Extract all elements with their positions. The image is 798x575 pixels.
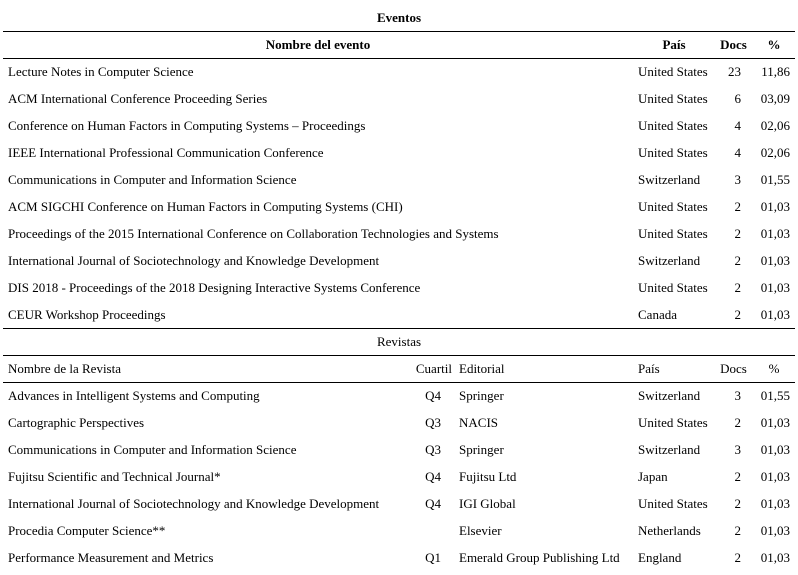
evento-docs: 23 xyxy=(728,64,741,79)
evento-docs: 2 xyxy=(734,253,741,268)
evento-pct: 03,09 xyxy=(760,91,790,106)
revista-nombre: Fujitsu Scientific and Technical Journal* xyxy=(8,469,221,484)
evento-nombre: Conference on Human Factors in Computing Systems – Proceedings xyxy=(8,118,366,133)
evento-pct: 01,03 xyxy=(760,226,790,241)
revista-editorial: Emerald Group Publishing Ltd xyxy=(459,550,620,565)
evento-pais: United States xyxy=(638,145,708,160)
evento-docs: 3 xyxy=(734,172,741,187)
table-row xyxy=(3,382,795,409)
revista-docs: 2 xyxy=(734,523,741,538)
evento-pct: 11,86 xyxy=(761,64,790,79)
revista-pais: Switzerland xyxy=(638,388,701,403)
revista-cuartil: Q4 xyxy=(425,496,441,511)
revista-editorial: IGI Global xyxy=(459,496,516,511)
revista-pct: 01,03 xyxy=(760,442,790,457)
revista-cuartil: Q4 xyxy=(425,469,441,484)
evento-nombre: Communications in Computer and Information Science xyxy=(8,172,297,187)
table-row xyxy=(3,85,795,112)
eventos-title-row xyxy=(3,4,795,31)
revista-docs: 2 xyxy=(734,469,741,484)
table-row xyxy=(3,463,795,490)
revista-docs: 3 xyxy=(734,388,741,403)
evento-nombre: International Journal of Sociotechnology and Knowledge Development xyxy=(8,253,380,268)
revista-docs: 2 xyxy=(734,550,741,565)
evento-pct: 01,03 xyxy=(760,199,790,214)
revista-cuartil xyxy=(408,517,441,544)
revista-pct: 01,03 xyxy=(760,550,790,565)
evento-nombre: Lecture Notes in Computer Science xyxy=(8,64,194,79)
revista-pais: United States xyxy=(638,496,708,511)
evento-nombre: Proceedings of the 2015 International Conference on Collaboration Technologies and Systems xyxy=(8,226,499,241)
evento-docs: 2 xyxy=(734,199,741,214)
evento-pais: Switzerland xyxy=(638,253,701,268)
revista-editorial: Springer xyxy=(459,442,504,457)
evento-nombre: CEUR Workshop Proceedings xyxy=(8,307,166,322)
revista-nombre: International Journal of Sociotechnology and Knowledge Development xyxy=(8,496,380,511)
evento-pais: Switzerland xyxy=(638,172,701,187)
revista-cuartil: Q1 xyxy=(425,550,441,565)
table-row xyxy=(3,490,795,517)
evento-pais: United States xyxy=(638,64,708,79)
revista-nombre: Communications in Computer and Information Science xyxy=(8,442,297,457)
revista-pais: Japan xyxy=(638,469,668,484)
revistas-header-docs: Docs xyxy=(720,361,747,376)
revistas-title: Revistas xyxy=(376,334,422,349)
table-row xyxy=(3,409,795,436)
table-row xyxy=(3,58,795,85)
revista-cuartil: Q4 xyxy=(425,388,441,403)
revista-nombre: Procedia Computer Science** xyxy=(8,523,166,538)
table-row xyxy=(3,517,795,544)
evento-pais: Canada xyxy=(638,307,677,322)
evento-nombre: IEEE International Professional Communication Conference xyxy=(8,145,324,160)
revista-nombre: Advances in Intelligent Systems and Computing xyxy=(8,388,260,403)
evento-docs: 4 xyxy=(734,145,741,160)
evento-nombre: ACM SIGCHI Conference on Human Factors in Computing Systems (CHI) xyxy=(8,199,403,214)
revista-docs: 2 xyxy=(734,496,741,511)
revistas-header-nombre: Nombre de la Revista xyxy=(8,361,121,376)
eventos-title: Eventos xyxy=(376,10,422,25)
table-row xyxy=(3,274,795,301)
evento-pct: 01,03 xyxy=(760,307,790,322)
revistas-header-cuartil: Cuartil xyxy=(415,361,452,376)
evento-pais: United States xyxy=(638,280,708,295)
table-row xyxy=(3,544,795,571)
eventos-header-row xyxy=(3,31,795,58)
evento-pais: United States xyxy=(638,118,708,133)
eventos-header-docs: Docs xyxy=(720,37,747,52)
revista-pct: 01,55 xyxy=(760,388,790,403)
revistas-title-row xyxy=(3,328,795,355)
revista-pct: 01,03 xyxy=(760,415,790,430)
revista-cuartil: Q3 xyxy=(425,415,441,430)
revista-pais: Switzerland xyxy=(638,442,701,457)
eventos-header-pais: País xyxy=(662,37,686,52)
eventos-header-pct: % xyxy=(767,37,781,52)
revista-docs: 3 xyxy=(734,442,741,457)
table-row xyxy=(3,112,795,139)
evento-docs: 4 xyxy=(734,118,741,133)
revistas-header-editorial: Editorial xyxy=(459,361,505,376)
table-row xyxy=(3,139,795,166)
table-row xyxy=(3,166,795,193)
revista-editorial: NACIS xyxy=(459,415,499,430)
evento-pct: 01,55 xyxy=(760,172,790,187)
evento-pct: 02,06 xyxy=(760,118,790,133)
table-row xyxy=(3,193,795,220)
evento-docs: 2 xyxy=(734,307,741,322)
revista-editorial: Springer xyxy=(459,388,504,403)
table-row xyxy=(3,436,795,463)
revistas-header-pct: % xyxy=(768,361,780,376)
table-row xyxy=(3,220,795,247)
evento-nombre: ACM International Conference Proceeding Series xyxy=(8,91,268,106)
evento-pais: United States xyxy=(638,226,708,241)
revista-pct: 01,03 xyxy=(760,496,790,511)
revista-nombre: Performance Measurement and Metrics xyxy=(8,550,214,565)
revista-pct: 01,03 xyxy=(760,523,790,538)
revista-pais: England xyxy=(638,550,682,565)
table-row xyxy=(3,301,795,328)
revista-cuartil: Q3 xyxy=(425,442,441,457)
revistas-header-row xyxy=(3,355,795,382)
table-row xyxy=(3,247,795,274)
revista-pct: 01,03 xyxy=(760,469,790,484)
evento-docs: 2 xyxy=(734,226,741,241)
evento-pct: 01,03 xyxy=(760,280,790,295)
revista-nombre: Cartographic Perspectives xyxy=(8,415,145,430)
revistas-header-pais: País xyxy=(638,361,660,376)
evento-pct: 02,06 xyxy=(760,145,790,160)
evento-pais: United States xyxy=(638,91,708,106)
evento-nombre: DIS 2018 - Proceedings of the 2018 Designing Interactive Systems Conference xyxy=(8,280,421,295)
revista-pais: United States xyxy=(638,415,708,430)
revista-editorial: Fujitsu Ltd xyxy=(459,469,517,484)
revista-docs: 2 xyxy=(734,415,741,430)
evento-docs: 2 xyxy=(734,280,741,295)
revista-pais: Netherlands xyxy=(638,523,701,538)
revista-editorial: Elsevier xyxy=(459,523,502,538)
evento-docs: 6 xyxy=(734,91,741,106)
evento-pais: United States xyxy=(638,199,708,214)
evento-pct: 01,03 xyxy=(760,253,790,268)
eventos-header-nombre: Nombre del evento xyxy=(265,37,371,52)
